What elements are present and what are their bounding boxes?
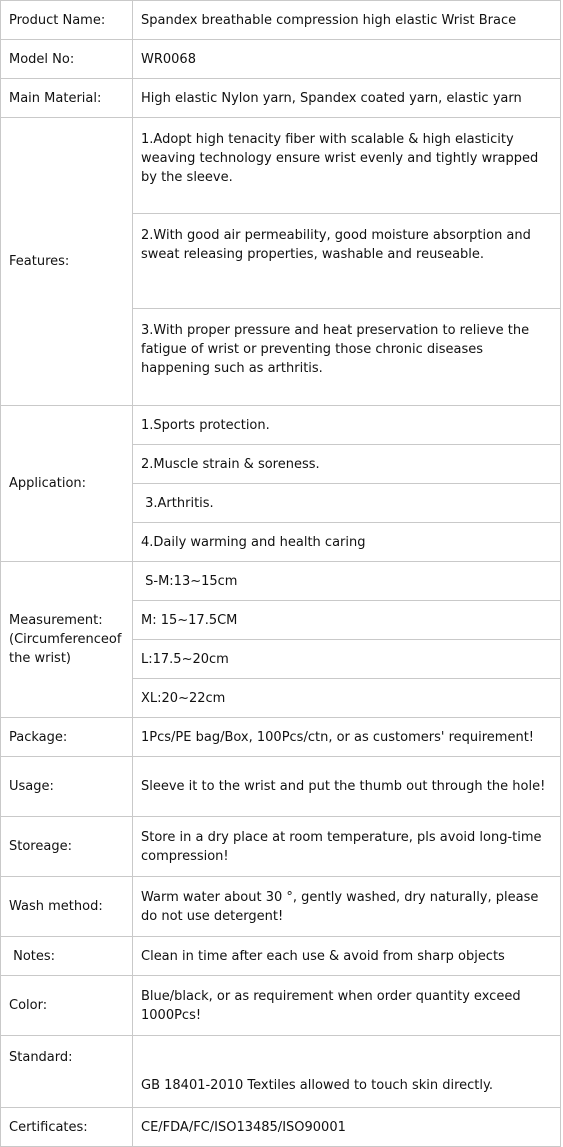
application-item: 3.Arthritis.	[133, 484, 561, 523]
spec-label: Standard:	[1, 1036, 133, 1108]
spec-label: Measurement: (Circumferenceof the wrist)	[1, 562, 133, 718]
spec-value: GB 18401-2010 Textiles allowed to touch skin directly.	[133, 1036, 561, 1108]
spec-row-product-name	[1, 1, 561, 40]
spec-value: Warm water about 30 °, gently washed, dry naturally, please do not use detergent!	[133, 877, 561, 937]
spec-row-color	[1, 976, 561, 1036]
measurement-item: S-M:13~15cm	[133, 562, 561, 601]
application-item: 2.Muscle strain & soreness.	[133, 445, 561, 484]
spec-row-package	[1, 718, 561, 757]
spec-label: Wash method:	[1, 877, 133, 937]
spec-label: Notes:	[1, 937, 133, 976]
spec-value: Clean in time after each use & avoid from sharp objects	[133, 937, 561, 976]
feature-item: 2.With good air permeability, good moisture absorption and sweat releasing properties, washable and reuseable.	[133, 214, 561, 309]
spec-value: CE/FDA/FC/ISO13485/ISO90001	[133, 1108, 561, 1147]
spec-label: Certificates:	[1, 1108, 133, 1147]
spec-label: Color:	[1, 976, 133, 1036]
spec-label: Product Name:	[1, 1, 133, 40]
spec-row-storage	[1, 817, 561, 877]
measurement-item: M: 15~17.5CM	[133, 601, 561, 640]
spec-row-standard	[1, 1036, 561, 1108]
measurement-item: XL:20~22cm	[133, 679, 561, 718]
spec-label: Application:	[1, 406, 133, 562]
spec-row-certificates	[1, 1108, 561, 1147]
spec-row-wash-method	[1, 877, 561, 937]
spec-value: Store in a dry place at room temperature, pls avoid long-time compression!	[133, 817, 561, 877]
spec-row-notes	[1, 937, 561, 976]
spec-row-model-no	[1, 40, 561, 79]
feature-item: 1.Adopt high tenacity fiber with scalable & high elasticity weaving technology ensure wrist evenly and tightly wrapped by the sleeve.	[133, 118, 561, 214]
spec-row-features	[1, 118, 561, 214]
spec-value: Sleeve it to the wrist and put the thumb out through the hole!	[133, 757, 561, 817]
spec-value: Blue/black, or as requirement when order quantity exceed 1000Pcs!	[133, 976, 561, 1036]
spec-label: Storeage:	[1, 817, 133, 877]
spec-value: High elastic Nylon yarn, Spandex coated yarn, elastic yarn	[133, 79, 561, 118]
measurement-item: L:17.5~20cm	[133, 640, 561, 679]
spec-value: Spandex breathable compression high elastic Wrist Brace	[133, 1, 561, 40]
feature-item: 3.With proper pressure and heat preservation to relieve the fatigue of wrist or preventing those chronic diseases happening such as arthritis.	[133, 309, 561, 406]
application-item: 1.Sports protection.	[133, 406, 561, 445]
spec-row-application	[1, 406, 561, 445]
spec-label: Package:	[1, 718, 133, 757]
application-item: 4.Daily warming and health caring	[133, 523, 561, 562]
spec-value: WR0068	[133, 40, 561, 79]
spec-value: 1Pcs/PE bag/Box, 100Pcs/ctn, or as customers' requirement!	[133, 718, 561, 757]
spec-label: Model No:	[1, 40, 133, 79]
spec-row-measurement	[1, 562, 561, 601]
spec-label: Features:	[1, 118, 133, 406]
spec-label: Usage:	[1, 757, 133, 817]
spec-row-usage	[1, 757, 561, 817]
spec-row-main-material	[1, 79, 561, 118]
spec-label: Main Material:	[1, 79, 133, 118]
